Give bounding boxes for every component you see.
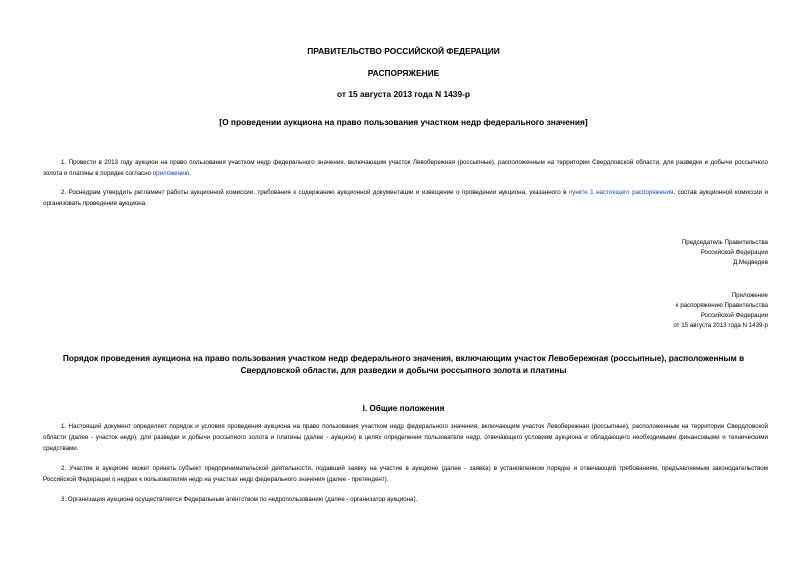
signature-block xyxy=(682,238,768,268)
section-1-title: I. Общие положения xyxy=(362,404,445,413)
paragraph-2-end: , состав аукционной комиссии и организовать проведение аукциона. xyxy=(43,189,768,207)
order-title-line-1: Порядок проведения аукциона на право пользования участком недр федерального значения, включающим участок Левобережная (россыпные), расположенным в xyxy=(62,353,745,363)
appendix-line-1: Приложение xyxy=(731,292,768,299)
section-1-paragraph-2: 2. Участие в аукционе может принять субъект предпринимательской деятельности, подавший заявку на участие в аукционе (далее - заявка) в установленном порядке и отвечающий требованиям, предъявляемым законодательством Российской Федерации о недрах к пользователям недр на участках недр федерального значения (далее - претендент). xyxy=(43,465,768,483)
government-heading: ПРАВИТЕЛЬСТВО РОССИЙСКОЙ ФЕДЕРАЦИИ xyxy=(307,46,500,56)
appendix-block xyxy=(673,291,768,331)
signature-line-2: Российской Федерации xyxy=(700,249,768,256)
section-1-paragraph-1: 1. Настоящий документ определяет порядок и условия проведения аукциона на право пользования участком недр федерального значения, включающим участок Левобережная (россыпные), расположенным на территории Свердловской области (далее - участок недр), для разведки и добычи россыпного золота и платины (далее - аукцион) в целях определения пользователя недр, отвечающего условиям аукциона и обладающего необходимыми финансовыми и техническими средствами. xyxy=(43,423,768,452)
signature-line-3: Д.Медведев xyxy=(733,259,768,266)
section-1-paragraph-3: 3. Организация аукциона осуществляется Федеральным агентством по недропользованию (далее - организатор аукциона). xyxy=(61,496,418,503)
signature-line-1: Председатель Правительства xyxy=(681,239,768,246)
appendix-line-3: Российской Федерации xyxy=(700,312,768,319)
order-title-line-2: Свердловской области, для разведки и добычи россыпного золота и платины xyxy=(240,365,567,375)
order-title xyxy=(30,352,777,376)
paragraph-2 xyxy=(43,187,768,209)
paragraph-1-end: . xyxy=(189,170,191,177)
document-subject: [О проведении аукциона на право пользования участком недр федерального значения] xyxy=(219,117,588,127)
appendix-link[interactable]: приложению xyxy=(152,170,190,177)
document-type: РАСПОРЯЖЕНИЕ xyxy=(367,68,440,78)
document-date-number: от 15 августа 2013 года N 1439-р xyxy=(336,89,471,99)
paragraph-2-text: 2. Роснедрам утвердить регламент работы аукционной комиссии, требования к содержанию аукционной документации и извещение о проведении аукциона, указанного в xyxy=(61,189,569,196)
paragraph-1 xyxy=(43,157,768,179)
paragraph-1-text: 1. Провести в 2013 году аукцион на право пользования участком недр федерального значения, включающим участок Левобережная (россыпные), расположенным на территории Свердловской области, для разведки и добычи россыпного золота и платины в порядке согласно xyxy=(43,159,768,177)
clause-1-link[interactable]: пункте 1 настоящего распоряжения xyxy=(568,189,674,196)
appendix-line-2: к распоряжению Правительства xyxy=(675,302,768,309)
appendix-line-4: от 15 августа 2013 года N 1439-р xyxy=(673,322,768,329)
